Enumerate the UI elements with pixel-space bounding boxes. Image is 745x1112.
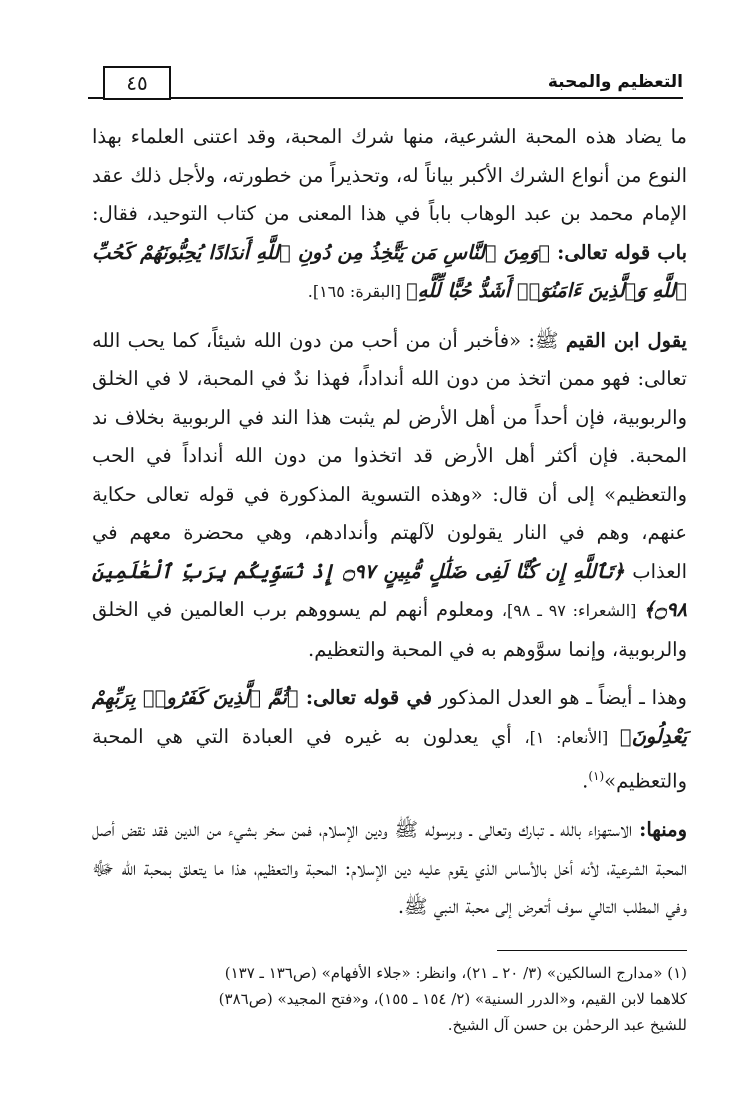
text-run: الاستهزاء بالله ـ تبارك وتعالى ـ وبرسوله ﷺ ودين الإسلام، فمن سخر بشيء من الدين فقد نقض أصل المحبة الشرعية، لأنه أخل بالأساس الذي يقوم عليه دين الإسلام: المحبة والتعظيم، هذا ما يتعلق بمحبة الله ﷻ وفي المطلب التالي سوف أتعرض إلى محبة النبي ﷺ.	[92, 818, 687, 918]
text-run: ما يضاد هذه المحبة الشرعية، منها شرك المحبة، وقد اعتنى العلماء بهذا النوع من أنواع الشرك الأكبر بياناً له، وتحذيراً من خطورته، ولأجل ذلك عقد الإمام محمد بن عبد الوهاب باباً في هذا المعنى من كتاب التوحيد، فقال:	[92, 125, 687, 225]
paragraph	[92, 679, 687, 801]
footnote-line: كلاهما لابن القيم، و«الدرر السنية» (٢/ ١٥٤ ـ ١٥٥)، و«فتح المجيد» (ص٣٨٦)	[218, 990, 687, 1008]
header-rule	[88, 97, 683, 99]
bold-text: باب قوله تعالى:	[557, 240, 688, 264]
quran-verse: ﴿تَٱللَّهِ إِن كُنَّا لَفِى ضَلَٰلٍ مُّبِينٍ ۝٩٧ إِذْ نُسَوِّيكُم بِرَبِّ ٱلْعَٰلَمِينَ ۝٩٨﴾	[92, 559, 688, 621]
footnote-marker: (١)	[588, 769, 605, 783]
paragraph	[92, 118, 687, 312]
bold-text: يقول ابن القيم	[565, 328, 687, 352]
footnotes	[60, 960, 687, 1038]
quran-verse: ﴿ثُمَّ ٱلَّذِينَ كَفَرُوا۟ بِرَبِّهِمْ يَعْدِلُونَ﴾	[92, 686, 687, 748]
verse-reference: [الأنعام: ١]،	[524, 727, 620, 747]
paragraph	[92, 811, 687, 927]
text-run: .	[582, 769, 589, 793]
page-number: ٤٥	[103, 66, 171, 100]
paragraph	[92, 322, 687, 670]
verse-reference: [البقرة: ١٦٥].	[307, 282, 407, 301]
page-header	[88, 62, 683, 102]
running-title: التعظيم والمحبة	[547, 72, 683, 92]
body-text	[92, 118, 687, 937]
footnote-line: للشيخ عبد الرحمٰن بن حسن آل الشيخ.	[447, 1016, 687, 1034]
verse-reference: [الشعراء: ٩٧ ـ ٩٨]،	[501, 601, 644, 620]
text-run: وهذا ـ أيضاً ـ هو العدل المذكور	[432, 686, 687, 709]
footnote-rule	[497, 950, 687, 951]
footnote-line: (١) «مدارج السالكين» (٣/ ٢٠ ـ ٢١)، وانظر: «جلاء الأفهام» (ص١٣٦ ـ ١٣٧)	[224, 964, 687, 982]
bold-text: في قوله تعالى:	[305, 686, 433, 709]
text-run: ﷺ: «فأخبر أن من أحب من دون الله شيئاً، كما يحب الله تعالى: فهو ممن اتخذ من دون الله أنداداً، فهذا ندٌ في المحبة، لا في الخلق والربوبية، فإن أحداً من أهل الأرض لم يثبت هذا الند في الربوبية بخلاف ند المحبة. فإن أكثر أهل الأرض قد اتخذوا من دون الله أنداداً في الحب والتعظيم» إلى أن قال: «وهذه التسوية المذكورة في قوله تعالى حكاية عنهم، وهم في النار يقولون لآلهتم وأندادهم، وهي محضرة معهم في العذاب	[92, 328, 687, 583]
text-run: ومعلوم أنهم لم يسووهم برب العالمين في الخلق والربوبية، وإنما سوَّوهم به في المحبة والتعظيم.	[92, 598, 687, 661]
bold-text: ومنها:	[639, 818, 687, 841]
text-run: أي يعدلون به غيره في العبادة التي هي المحبة والتعظيم»	[92, 724, 687, 793]
quran-verse: ﴿وَمِنَ ٱلنَّاسِ مَن يَتَّخِذُ مِن دُونِ ٱللَّهِ أَندَادًا يُحِبُّونَهُمْ كَحُبِّ ٱللَّهِ وَٱلَّذِينَ ءَامَنُوٓا۟ أَشَدُّ حُبًّا لِّلَّهِ﴾	[92, 240, 687, 302]
